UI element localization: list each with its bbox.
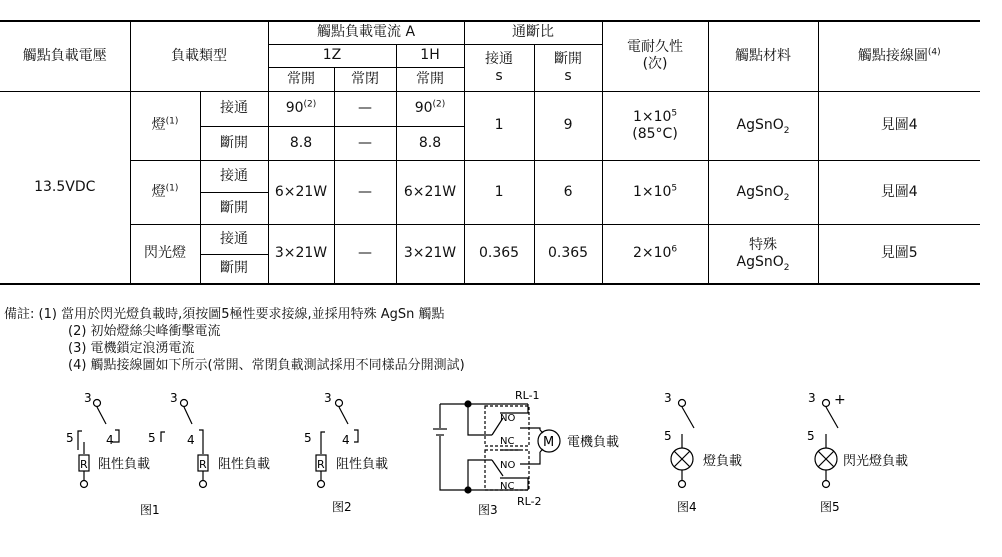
fig1a-load: 阻性負載 <box>98 457 151 472</box>
g3-ratio-on: 0.365 <box>464 224 534 284</box>
fig3-motor-load: 電機負載 <box>567 435 620 450</box>
fig2-t4: 4 <box>342 433 350 447</box>
g2-endurance-base: 1×10 <box>632 183 672 200</box>
g2-wiring: 見圖4 <box>818 160 980 224</box>
g3-endurance <box>602 224 708 284</box>
fig5-load: 閃光燈負載 <box>843 454 909 469</box>
header-load-type: 負載類型 <box>130 21 268 91</box>
g3-1z-nc: — <box>334 224 396 284</box>
fig1a-resistor: R <box>80 458 88 471</box>
fig5-circuit <box>815 400 838 488</box>
fig2-resistor: R <box>317 458 325 471</box>
g1-on-1z-nc: — <box>334 91 396 126</box>
g3-material-sub: 2 <box>783 262 790 273</box>
g1-on-label: 接通 <box>200 91 268 126</box>
g2-1z-nc: — <box>334 160 396 224</box>
g1-on-1z-no-note: (2) <box>303 99 317 110</box>
fig3-no-top: NO <box>500 413 516 424</box>
g2-material-sub: 2 <box>783 192 790 203</box>
fig5-t3: 3 <box>808 391 816 405</box>
g3-wiring: 見圖5 <box>818 224 980 284</box>
fig2-relay <box>316 400 358 488</box>
g2-1z-no: 6×21W <box>268 160 334 224</box>
g1-off-1z-no: 8.8 <box>268 126 334 160</box>
g1-type <box>130 91 200 160</box>
fig1a-t5: 5 <box>66 431 74 445</box>
g2-ratio-off: 6 <box>534 160 602 224</box>
header-wiring-note: (4) <box>927 47 941 58</box>
fig4-circuit <box>671 400 694 488</box>
g3-endurance-exp: 6 <box>671 244 678 255</box>
header-1z: 1Z <box>268 44 396 67</box>
notes-label: 備註: <box>4 307 35 322</box>
header-1z-no: 常開 <box>268 67 334 91</box>
g2-type-note: (1) <box>165 182 179 193</box>
fig2-caption: 图2 <box>332 500 352 514</box>
g2-type <box>130 160 200 224</box>
g1-endurance-base: 1×10 <box>632 108 672 125</box>
header-ratio-off-unit: s <box>564 67 572 84</box>
fig4-load: 燈負載 <box>703 454 743 469</box>
header-wiring-label: 觸點接線圖 <box>857 47 928 64</box>
g3-ratio-off: 0.365 <box>534 224 602 284</box>
fig1b-resistor: R <box>199 458 207 471</box>
wiring-diagrams <box>0 388 1002 557</box>
g1-off-label: 斷開 <box>200 126 268 160</box>
g1-material-base: AgSnO <box>736 117 784 133</box>
fig1a-t4: 4 <box>106 433 114 447</box>
fig4-caption: 图4 <box>677 500 697 514</box>
g2-on-label: 接通 <box>200 160 268 192</box>
g1-material <box>708 91 818 160</box>
g1-endurance-temp: (85°C) <box>632 125 678 142</box>
fig3-rl2: RL-2 <box>517 495 542 508</box>
g2-material <box>708 160 818 224</box>
header-current: 觸點負載電流 A <box>268 21 464 44</box>
fig3-motor: M <box>543 435 555 450</box>
g2-1h-no: 6×21W <box>396 160 464 224</box>
fig3-nc-top: NC <box>500 436 515 447</box>
fig5-plus: + <box>834 392 846 408</box>
g1-wiring: 見圖4 <box>818 91 980 160</box>
spec-table <box>0 20 980 285</box>
g3-material <box>708 224 818 284</box>
g1-off-1h-no: 8.8 <box>396 126 464 160</box>
fig4-t3: 3 <box>664 391 672 405</box>
fig1-relay-b <box>161 400 208 488</box>
fig1a-t3: 3 <box>84 391 92 405</box>
header-endurance-unit: (次) <box>642 56 668 73</box>
g2-endurance <box>602 160 708 224</box>
header-voltage: 觸點負載電壓 <box>0 21 130 91</box>
g3-off-label: 斷開 <box>200 254 268 284</box>
g1-endurance <box>602 91 708 160</box>
header-ratio-on-label: 接通 <box>485 50 514 67</box>
fig5-t5: 5 <box>807 429 815 443</box>
header-ratio-on <box>464 44 534 91</box>
g3-material-top: 特殊 <box>749 236 778 253</box>
fig1b-t5: 5 <box>148 431 156 445</box>
fig1b-load: 阻性負載 <box>218 457 271 472</box>
g1-on-1h-no-value: 90 <box>414 100 433 116</box>
g1-type-label: 燈 <box>151 117 166 133</box>
header-endurance <box>602 21 708 91</box>
fig2-t3: 3 <box>324 391 332 405</box>
header-ratio-on-unit: s <box>495 67 503 84</box>
fig1b-t4: 4 <box>187 433 195 447</box>
fig3-nc-bottom: NC <box>500 481 515 492</box>
g1-type-note: (1) <box>165 116 179 127</box>
note-1 <box>4 306 465 323</box>
notes-block <box>4 306 465 374</box>
fig3-no-bottom: NO <box>500 460 516 471</box>
g1-on-1z-no-value: 90 <box>285 100 304 116</box>
g1-endurance-exp: 5 <box>671 107 678 118</box>
g3-material-value <box>709 254 818 271</box>
g3-endurance-base: 2×10 <box>632 245 672 262</box>
fig5-caption: 图5 <box>820 500 840 514</box>
header-endurance-label: 電耐久性 <box>627 39 684 56</box>
g2-ratio-on: 1 <box>464 160 534 224</box>
g1-on-1z-no <box>268 91 334 126</box>
fig3-circuit <box>433 401 560 493</box>
g2-endurance-exp: 5 <box>671 182 678 193</box>
note-3: (3) 電機鎖定浪湧電流 <box>68 341 195 356</box>
g1-ratio-on: 1 <box>464 91 534 160</box>
g3-material-base: AgSnO <box>736 253 784 270</box>
g1-on-1h-no <box>396 91 464 126</box>
fig2-load: 阻性負載 <box>336 457 389 472</box>
g2-type-label: 燈 <box>151 183 166 200</box>
header-ratio: 通斷比 <box>464 21 602 44</box>
g1-on-1h-no-note: (2) <box>432 99 446 110</box>
g3-1h-no: 3×21W <box>396 224 464 284</box>
fig1-caption: 图1 <box>140 503 160 517</box>
header-ratio-off <box>534 44 602 91</box>
note-2: (2) 初始燈絲尖峰衝擊電流 <box>68 324 221 339</box>
header-1z-nc: 常閉 <box>334 67 396 91</box>
g3-on-label: 接通 <box>200 224 268 254</box>
fig3-caption: 图3 <box>478 503 498 517</box>
fig2-t5: 5 <box>304 431 312 445</box>
header-wiring <box>818 21 980 91</box>
fig4-t5: 5 <box>664 429 672 443</box>
note-1-text: (1) 當用於閃光燈負載時,須按圖5極性要求接線,並採用特殊 AgSn 觸點 <box>38 307 445 322</box>
g1-off-1z-nc: — <box>334 126 396 160</box>
g1-endurance-value <box>603 109 708 126</box>
g2-material-base: AgSnO <box>736 183 784 200</box>
fig1b-t3: 3 <box>170 391 178 405</box>
voltage-cell: 13.5VDC <box>0 91 130 284</box>
g3-type: 閃光燈 <box>130 224 200 284</box>
fig3-rl1: RL-1 <box>515 389 540 402</box>
header-1h-no: 常開 <box>396 67 464 91</box>
header-material: 觸點材料 <box>708 21 818 91</box>
header-ratio-off-label: 斷開 <box>554 50 583 67</box>
g3-1z-no: 3×21W <box>268 224 334 284</box>
g1-ratio-off: 9 <box>534 91 602 160</box>
g2-off-label: 斷開 <box>200 192 268 224</box>
note-4: (4) 觸點接線圖如下所示(常開、常閉負載測試採用不同樣品分開測試) <box>68 358 465 373</box>
g1-material-sub: 2 <box>783 125 790 136</box>
header-1h: 1H <box>396 44 464 67</box>
